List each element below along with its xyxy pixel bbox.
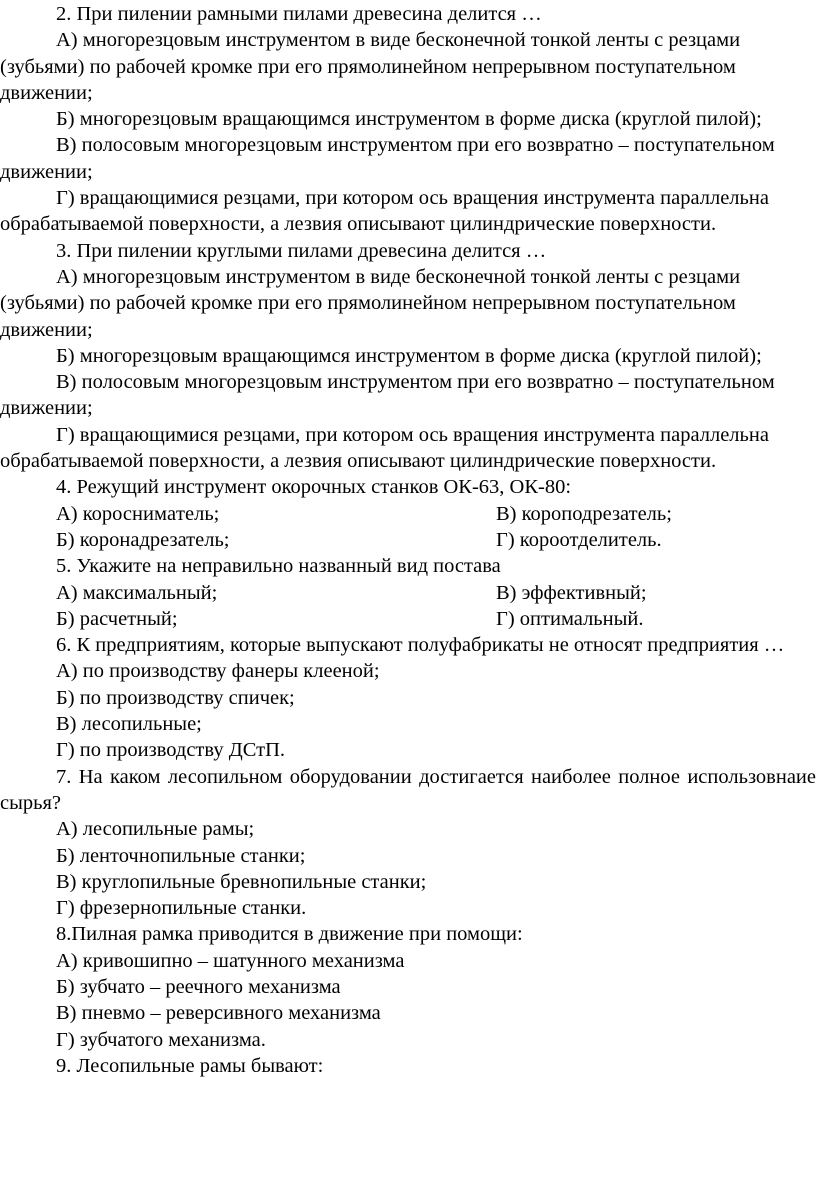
q2-option-b: Б) многорезцовым вращающимся инструментом в форме диска (круглой пилой); [56,108,762,131]
q4-option-g: Г) короотделитель. [496,528,662,551]
question-9: 9. Лесопильные рамы бывают: [56,1054,324,1077]
question-7: 7. На каком лесопильном оборудовании достигается наиболее полное использовнаие сырья? [0,765,816,814]
q8-option-c: В) пневмо – реверсивного механизма [56,1002,381,1025]
q5-options-row-1 [0,580,816,606]
question-2: 2. При пилении рамными пилами древесина делится … [56,3,542,25]
q7-option-c: В) круглопильные бревнопильные станки; [56,870,427,893]
q2-option-c: В) полосовым многорезцовым инструментом при его возвратно – поступательном движении; [0,134,775,183]
q3-option-d: Г) вращающимися резцами, при котором ось вращения инструмента параллельна обрабатываемой поверхности, а лезвия описывают цилиндрические поверхности. [0,423,769,473]
q5-option-a: А) максимальный; [56,581,218,604]
q3-option-a: А) многорезцовым инструментом в виде бесконечной тонкой ленты с резцами (зубьями) по рабочей кромке при его прямолинейном непрерывном поступательном движении; [0,265,741,341]
q6-option-c: В) лесопильные; [56,713,202,736]
q5-option-v: В) эффективный; [496,581,647,604]
q4-option-v: В) короподрезатель; [496,502,672,525]
question-3: 3. При пилении круглыми пилами древесина делится … [56,239,547,262]
question-8: 8.Пилная рамка приводится в движение при помощи: [56,923,523,946]
q5-option-b: Б) расчетный; [56,607,178,630]
q7-option-b: Б) ленточнопильные станки; [56,844,306,867]
q8-option-d: Г) зубчатого механизма. [56,1028,266,1051]
question-5: 5. Укажите на неправильно названный вид постава [56,555,501,578]
q5-options-row-2 [0,606,816,632]
q2-option-d: Г) вращающимися резцами, при котором ось вращения инструмента параллельна обрабатываемой поверхности, а лезвия описывают цилиндрические поверхности. [0,187,769,236]
q7-option-a: А) лесопильные рамы; [56,818,255,841]
q7-option-d: Г) фрезернопильные станки. [56,897,307,920]
q4-option-b: Б) коронадрезатель; [56,528,230,551]
q6-option-a: А) по производству фанеры клееной; [56,660,380,683]
question-6: 6. К предприятиям, которые выпускают полуфабрикаты не относят предприятия … [56,634,785,657]
q6-option-b: Б) по производству спичек; [56,686,295,709]
q4-options-row-2 [0,527,816,553]
q6-option-d: Г) по производству ДСтП. [56,739,286,762]
q3-option-b: Б) многорезцовым вращающимся инструментом в форме диска (круглой пилой); [56,344,762,367]
q8-option-a: А) кривошипно – шатунного механизма [56,949,405,972]
q8-option-b: Б) зубчато – реечного механизма [56,975,341,998]
q4-option-a: А) короснимaтель; [56,502,220,525]
q3-option-c: В) полосовым многорезцовым инструментом при его возвратно – поступательном движении; [0,371,775,420]
question-4: 4. Режущий инструмент окорочных станков ОК-63, ОК-80: [56,476,572,499]
q2-option-a: А) многорезцовым инструментом в виде бесконечной тонкой ленты с резцами (зубьями) по рабочей кромке при его прямолинейном непрерывном поступательном движении; [0,29,741,104]
q5-option-g: Г) оптимальный. [496,607,644,630]
q4-options-row-1 [0,501,816,527]
